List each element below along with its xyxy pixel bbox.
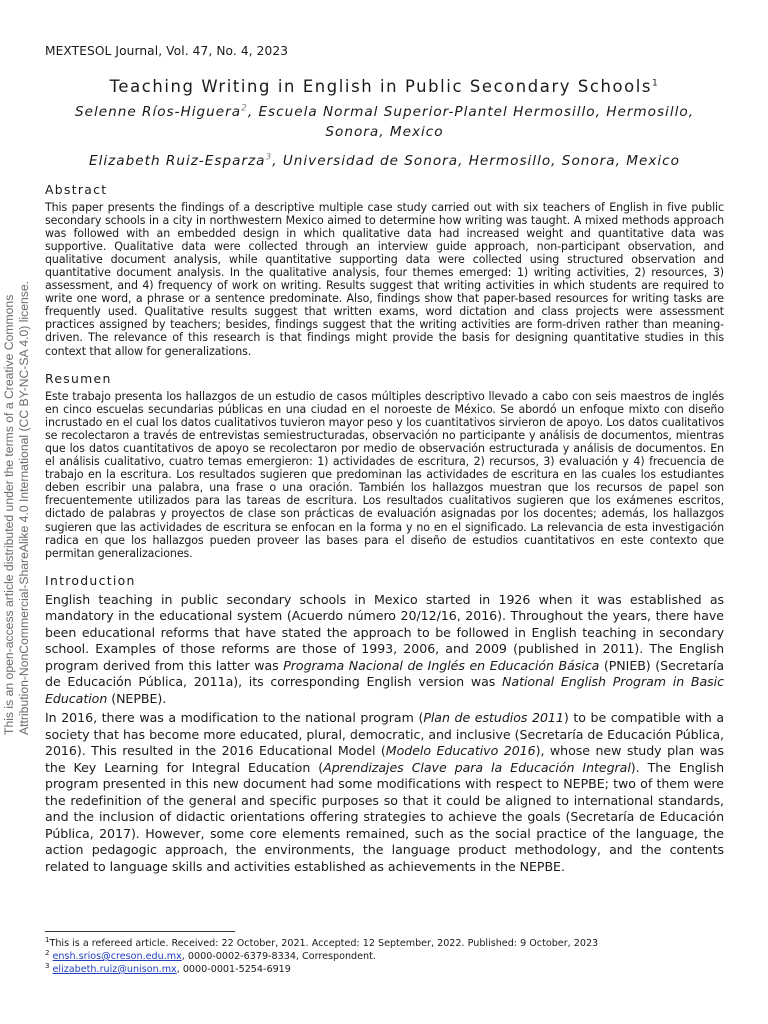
abstract-heading: Abstract [45, 181, 108, 197]
footnote-2-mark: 2 [45, 948, 50, 957]
footnotes [45, 931, 724, 976]
author-2-footnote-mark: 3 [265, 152, 273, 163]
article-page [45, 44, 724, 878]
author-1-footnote-mark: 2 [241, 103, 248, 114]
intro-p1-text-b: (PNIEB) (Secretaría de Educación Pública, 2011a), its corresponding English version was [45, 657, 724, 690]
email-link-2[interactable]: elizabeth.ruiz@unison.mx [52, 964, 177, 975]
intro-p1-text-a: English teaching in public secondary schools in Mexico started in 1926 when it was established as mandatory in the educational system (Acuerdo número 20/12/16, 2016). Throughout the years, there have been educational reforms that have stated the approach to be followed in English teaching in secondary school. Examples of those reforms are those of 1993, 2006, and 2009 (published in 2011). The English program derived from this latter was [45, 591, 724, 673]
author-2-name: Elizabeth Ruiz-Esparza [89, 153, 266, 169]
footnote-1-text: This is a refereed article. Received: 22 October, 2021. Accepted: 12 September, 2022. Published: 9 October, 2023 [49, 938, 599, 949]
intro-p1-italic-pnieb: Programa Nacional de Inglés en Educación Básica [283, 657, 600, 673]
footnote-3 [45, 963, 724, 976]
intro-p1-text-c: (NEPBE). [107, 690, 167, 706]
license-side-note [2, 265, 36, 735]
author-1-name: Selenne Ríos-Higuera [74, 104, 242, 120]
intro-p2-italic-aprendizajes: Aprendizajes Clave para la Educación Integral [323, 759, 631, 775]
journal-citation: MEXTESOL Journal, Vol. 47, No. 4, 2023 [45, 44, 289, 58]
title-footnote-mark: 1 [652, 78, 660, 89]
intro-p2-text-b: ) to be compatible with a society that has become more educated, plural, democratic, and inclusive (Secretaría de Educación Pública, 2016). This resulted in the 2016 Educational Model ( [45, 710, 724, 759]
footnote-3-text: , 0000-0001-5254-6919 [176, 964, 291, 975]
email-link-1[interactable]: ensh.srios@creson.edu.mx [52, 951, 182, 962]
footnote-2-text: , 0000-0002-6379-8334, Correspondent. [181, 951, 376, 962]
article-title [45, 77, 724, 96]
author-1-affiliation: , Escuela Normal Superior-Plantel Hermosillo, Hermosillo, [247, 104, 695, 120]
author-2-affiliation: , Universidad de Sonora, Hermosillo, Sonora, Mexico [272, 153, 680, 169]
title-text: Teaching Writing in English in Public Secondary Schools [109, 77, 653, 96]
resumen-text: Este trabajo presenta los hallazgos de un estudio de casos múltiples descriptivo llevado a cabo con seis maestros de inglés en cinco escuelas secundarias públicas en una ciudad en el noroeste de México. Se abordó un enfoque mixto con diseño incrustado en el cual los datos cualitativos tuvieron mayor peso y los cuantitativos sirvieron de apoyo. Los datos cualitativos se recolectaron a través de entrevistas semiestructuradas, observación no participante y análisis de documentos, mientras que los datos cuantitativos de apoyo se recolectaron por medio de observación estructurada y análisis de documentos. En el análisis cualitativo, cuatro temas emergieron: 1) actividades de escritura, 2) recursos, 3) evaluación y 4) frecuencia de trabajo en la escritura. Los resultados sugieren que predominan las actividades de escritura en las cuales los estudiantes deben escribir una palabra, una frase o una oración. También los hallazgos muestran que los recursos de papel son frecuentemente utilizados para las tareas de escritura. Los resultados cualitativos sugieren que los exámenes escritos, dictado de palabras y proyectos de clase son prácticas de evaluación asignadas por los docentes; además, los hallazgos sugieren que las actividades de escritura se enfocan en la forma y no en el significado. La relevancia de esta investigación radica en que los hallazgos pueden proveer las bases para el diseño de estudios cuantitativos en este contexto que permitan generalizaciones. [45, 389, 724, 560]
footnote-2 [45, 950, 724, 963]
author-2 [45, 152, 724, 172]
intro-p2-text-d: ). The English program presented in this new document had some modifications with respect to NEPBE; two of them were the redefinition of the general and specific purposes so that it could be aligned to international standards, and the inclusion of didactic orientations offering strategies to achieve the goals (Secretaría de Educación Pública, 2017). However, some core elements remained, such as the social practice of the language, the action pedagogic approach, the environments, the language product methodology, and the contents related to language skills and activities established as achievements in the NEPBE. [45, 759, 725, 874]
abstract-text: This paper presents the findings of a descriptive multiple case study carried out with six teachers of English in five public secondary schools in a city in northwestern Mexico aimed to determine how writing was taught. A mixed methods approach was followed with an embedded design in which qualitative data had increased weight and quantitative data was supportive. Qualitative data were collected through an interview guide approach, non-participant observation, and qualitative document analysis, while quantitative supporting data were collected using structured observation and quantitative document analysis. In the qualitative analysis, four themes emerged: 1) writing activities, 2) resources, 3) assessment, and 4) frequency of work on writing. Results suggest that writing activities in which students are required to write one word, a phrase or a sentence predominate. Also, findings show that paper-based resources for writing tasks are frequently used. Qualitative results suggest that written exams, word dictation and class projects were assessment practices assigned by teachers; besides, findings suggest that the writing activities are form-driven rather than meaning-driven. The relevance of this research is that findings might provide the basis for designing quantitative studies in this context that allow for generalizations. [45, 200, 724, 358]
footnote-1 [45, 937, 724, 950]
introduction-paragraph-2 [45, 710, 724, 875]
intro-p2-italic-modelo: Modelo Educativo 2016 [385, 743, 536, 759]
introduction-heading: Introduction [45, 572, 136, 588]
intro-p2-text-c: ), whose new study plan was the Key Learning for Integral Education ( [45, 743, 724, 775]
intro-p1-italic-nepbe: National English Program in Basic Education [45, 674, 724, 706]
footnote-3-mark: 3 [45, 961, 50, 970]
intro-p2-text-a: In 2016, there was a modification to the national program ( [45, 710, 424, 726]
footnote-divider [45, 931, 235, 932]
license-line-1: This is an open-access article distributed under the terms of a Creative Commons [2, 294, 16, 735]
author-1-affiliation-line-2: Sonora, Mexico [325, 123, 444, 140]
introduction-paragraph-1 [45, 592, 724, 708]
intro-p2-italic-plan: Plan de estudios 2011 [423, 710, 564, 726]
license-line-2: Attribution-NonCommercial-ShareAlike 4.0 International (CC BY-NC-SA 4.0) license. [17, 280, 31, 735]
footnote-1-mark: 1 [45, 935, 50, 944]
resumen-heading: Resumen [45, 370, 112, 386]
author-1 [45, 103, 724, 142]
